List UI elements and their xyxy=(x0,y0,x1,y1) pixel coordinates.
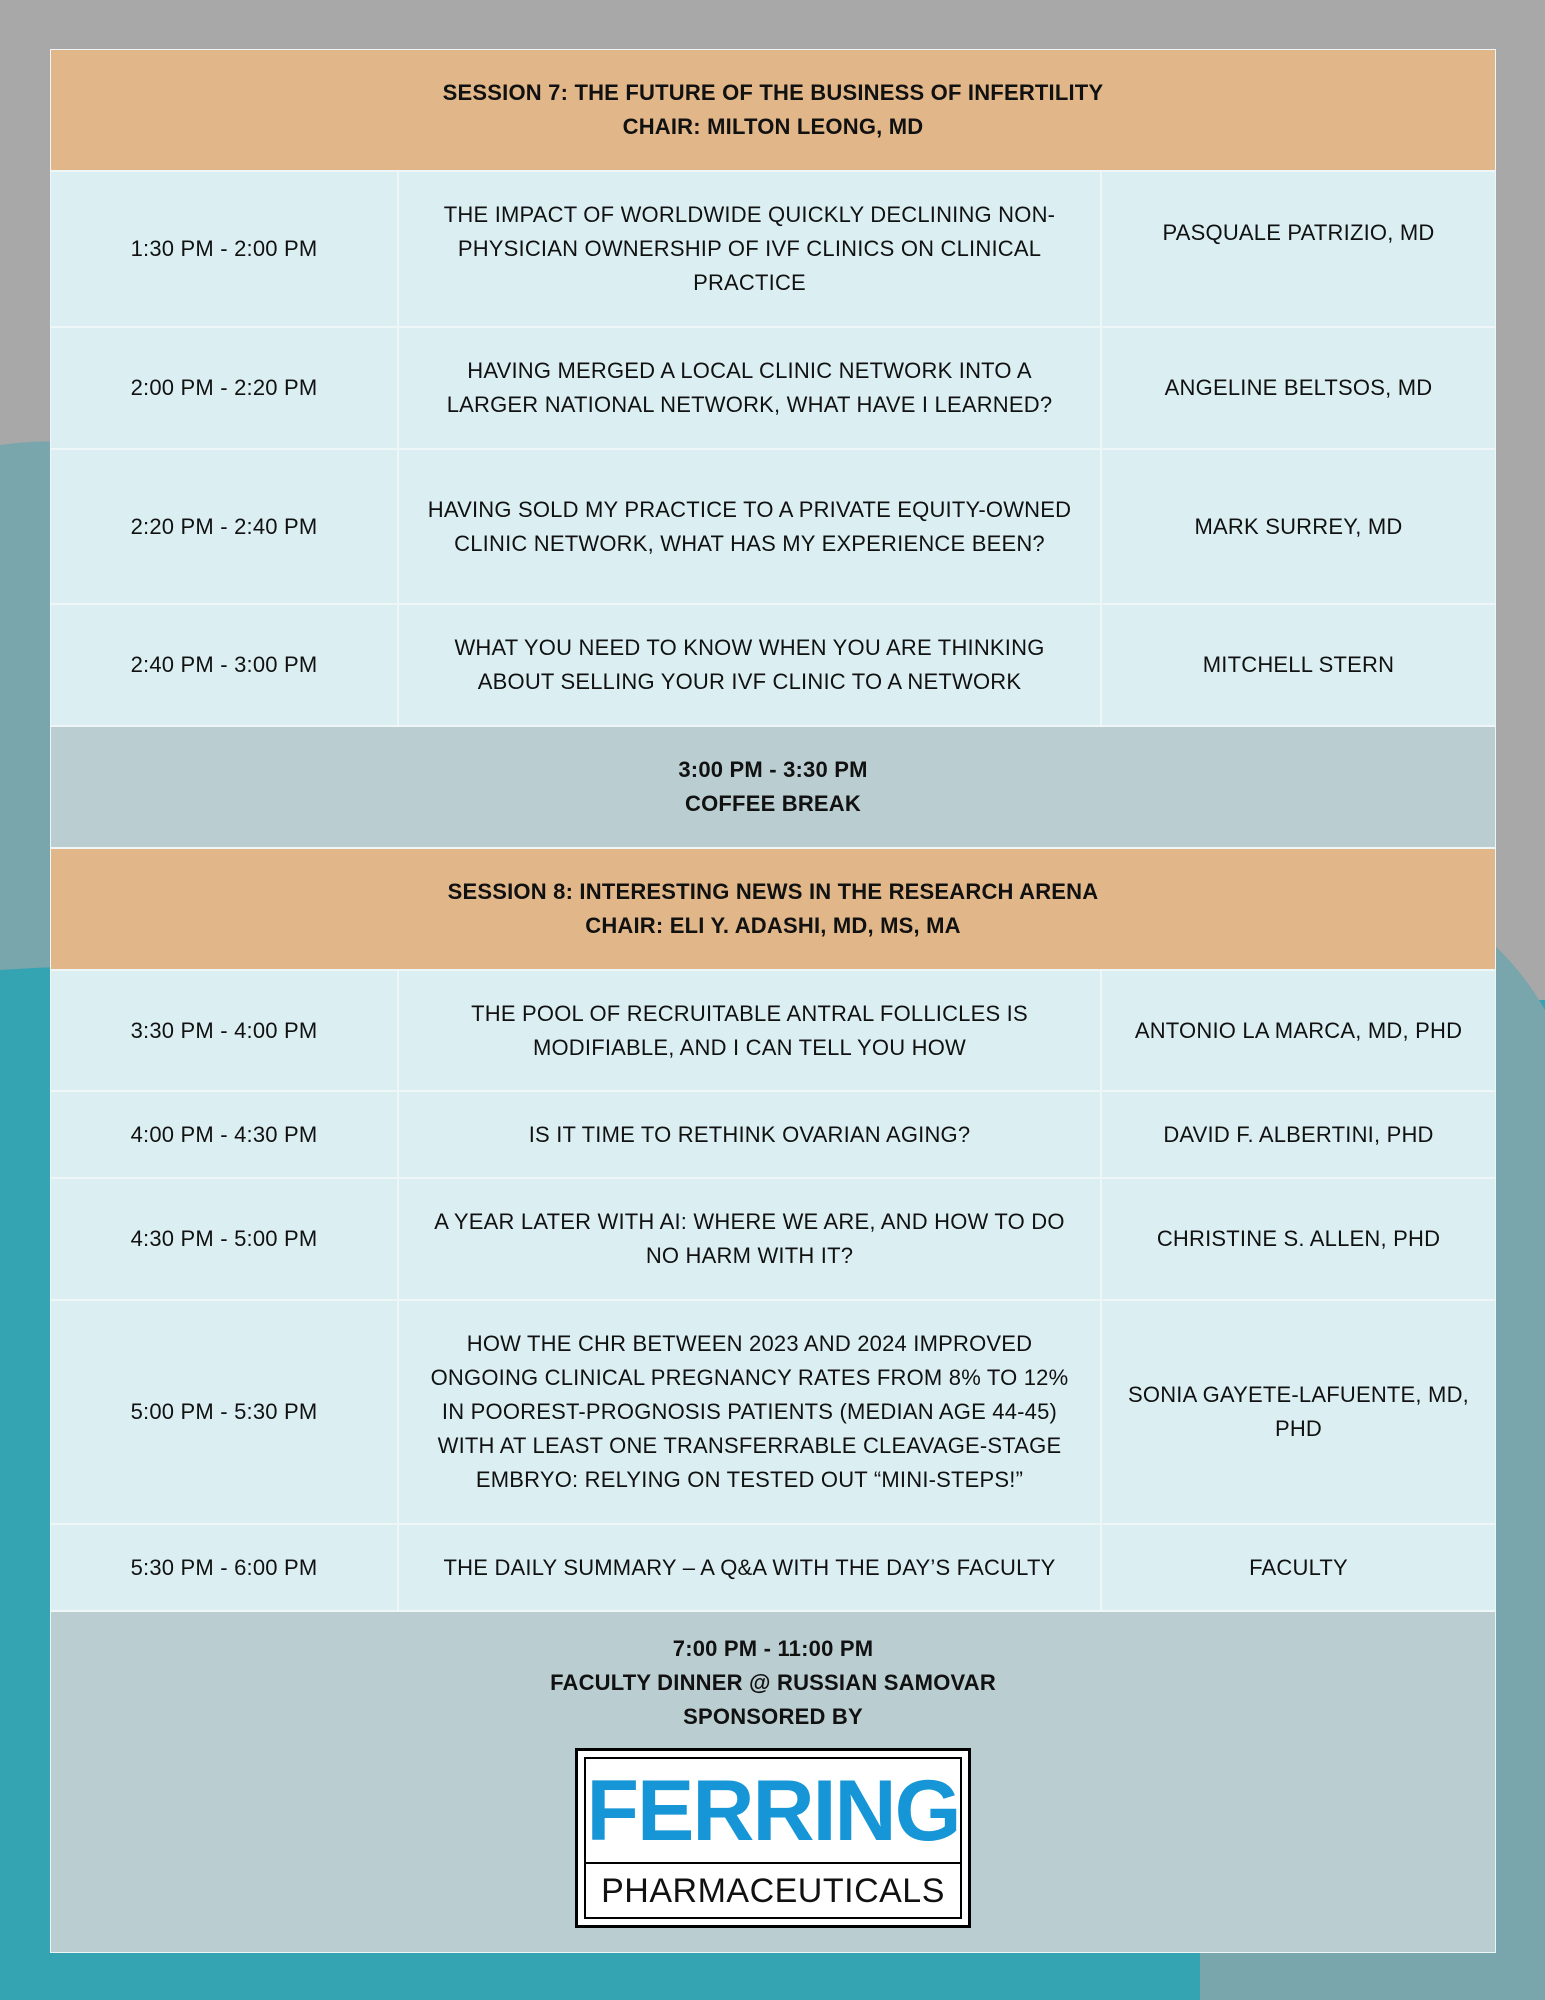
row-topic: THE IMPACT OF WORLDWIDE QUICKLY DECLINING NON-PHYSICIAN OWNERSHIP OF IVF CLINICS ON CLINICAL PRACTICE xyxy=(399,172,1102,326)
table-row xyxy=(51,1525,1495,1612)
row-speaker: ANTONIO LA MARCA, MD, PHD xyxy=(1134,1017,1463,1043)
dinner-band xyxy=(51,1612,1495,1952)
table-row xyxy=(51,1092,1495,1179)
session-7-header xyxy=(51,50,1495,172)
session-7-chair: CHAIR: MILTON LEONG, MD xyxy=(622,114,924,139)
table-row xyxy=(51,328,1495,450)
row-speaker: ANGELINE BELTSOS, MD xyxy=(1164,375,1433,400)
session-8-title: SESSION 8: INTERESTING NEWS IN THE RESEARCH ARENA xyxy=(447,879,1099,904)
row-time: 4:00 PM - 4:30 PM xyxy=(51,1092,399,1177)
dinner-label: FACULTY DINNER @ RUSSIAN SAMOVAR xyxy=(550,1670,996,1695)
row-time: 2:20 PM - 2:40 PM xyxy=(51,450,399,603)
table-row xyxy=(51,172,1495,328)
row-speaker: MITCHELL STERN xyxy=(1202,652,1395,677)
row-speaker: SONIA GAYETE-LAFUENTE, MD, PHD xyxy=(1128,1382,1469,1441)
row-topic: HOW THE CHR BETWEEN 2023 AND 2024 IMPROVED ONGOING CLINICAL PREGNANCY RATES FROM 8% TO 12% IN POOREST-PROGNOSIS PATIENTS (MEDIAN AGE 44-45) WITH AT LEAST ONE TRANSFERRABLE CLEAVAGE-STAGE EMBRYO: RELYING ON TESTED OUT “MINI-STEPS!” xyxy=(399,1301,1102,1523)
dinner-time: 7:00 PM - 11:00 PM xyxy=(672,1636,874,1661)
ferring-logo-subtitle: PHARMACEUTICALS xyxy=(584,1862,962,1919)
row-time: 4:30 PM - 5:00 PM xyxy=(51,1179,399,1299)
row-topic: A YEAR LATER WITH AI: WHERE WE ARE, AND HOW TO DO NO HARM WITH IT? xyxy=(399,1179,1102,1299)
sponsored-by-label: SPONSORED BY xyxy=(683,1704,863,1729)
table-row xyxy=(51,450,1495,605)
row-speaker: CHRISTINE S. ALLEN, PHD xyxy=(1156,1226,1441,1251)
session-8-header xyxy=(51,849,1495,971)
ferring-logo-wordmark: FERRING xyxy=(584,1757,962,1862)
row-time: 2:40 PM - 3:00 PM xyxy=(51,605,399,725)
schedule-table xyxy=(50,49,1496,1953)
row-topic: HAVING SOLD MY PRACTICE TO A PRIVATE EQUITY-OWNED CLINIC NETWORK, WHAT HAS MY EXPERIENCE BEEN? xyxy=(399,450,1102,603)
row-time: 1:30 PM - 2:00 PM xyxy=(51,172,399,326)
row-topic: WHAT YOU NEED TO KNOW WHEN YOU ARE THINKING ABOUT SELLING YOUR IVF CLINIC TO A NETWORK xyxy=(399,605,1102,725)
row-speaker: FACULTY xyxy=(1249,1554,1348,1580)
ferring-logo xyxy=(575,1748,971,1928)
coffee-break-label: COFFEE BREAK xyxy=(685,791,861,816)
session-7-title: SESSION 7: THE FUTURE OF THE BUSINESS OF INFERTILITY xyxy=(442,80,1104,105)
row-topic: HAVING MERGED A LOCAL CLINIC NETWORK INTO A LARGER NATIONAL NETWORK, WHAT HAVE I LEARNED? xyxy=(399,328,1102,448)
row-speaker: MARK SURREY, MD xyxy=(1194,513,1403,539)
table-row xyxy=(51,1179,1495,1301)
coffee-break-band xyxy=(51,727,1495,849)
session-8-chair: CHAIR: ELI Y. ADASHI, MD, MS, MA xyxy=(585,913,961,938)
row-time: 2:00 PM - 2:20 PM xyxy=(51,328,399,448)
row-topic: THE DAILY SUMMARY – A Q&A WITH THE DAY’S FACULTY xyxy=(399,1525,1102,1610)
row-topic: THE POOL OF RECRUITABLE ANTRAL FOLLICLES IS MODIFIABLE, AND I CAN TELL YOU HOW xyxy=(399,971,1102,1090)
row-time: 5:30 PM - 6:00 PM xyxy=(51,1525,399,1610)
table-row xyxy=(51,605,1495,727)
row-speaker: PASQUALE PATRIZIO, MD xyxy=(1162,220,1435,245)
table-row xyxy=(51,971,1495,1092)
coffee-break-time: 3:00 PM - 3:30 PM xyxy=(678,757,868,782)
row-topic: IS IT TIME TO RETHINK OVARIAN AGING? xyxy=(399,1092,1102,1177)
table-row xyxy=(51,1301,1495,1525)
row-speaker: DAVID F. ALBERTINI, PHD xyxy=(1163,1121,1434,1147)
row-time: 3:30 PM - 4:00 PM xyxy=(51,971,399,1090)
row-time: 5:00 PM - 5:30 PM xyxy=(51,1301,399,1523)
